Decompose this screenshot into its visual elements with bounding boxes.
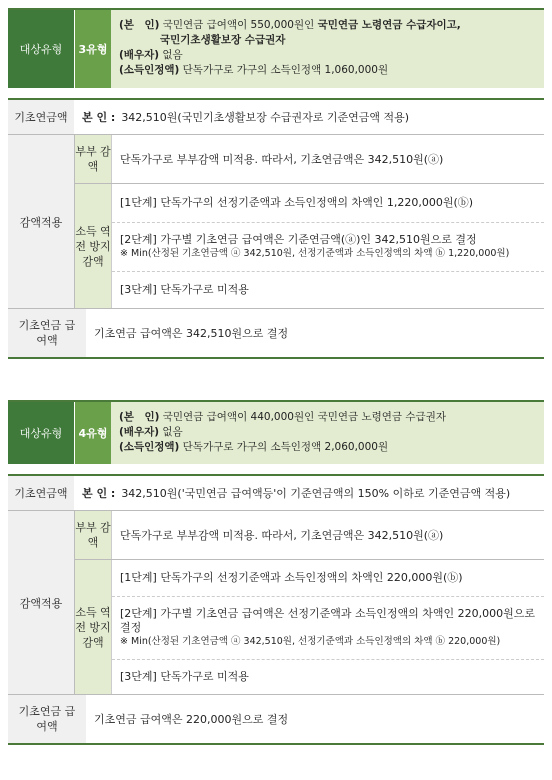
- base-pension-label: 기초연금액: [8, 100, 74, 134]
- couple-reduction-text: 단독가구로 부부감액 미적용. 따라서, 기초연금액은 342,510원(ⓐ): [111, 135, 544, 183]
- desc-line-self: (본 인) 국민연금 급여액이 550,000원인 국민연금 노령연금 수급자이고,: [119, 19, 461, 31]
- base-pension-label: 기초연금액: [8, 476, 74, 510]
- reduction-label: 감액적용: [8, 135, 74, 308]
- couple-reduction-row: [74, 511, 544, 560]
- income-reversal-row: [74, 184, 544, 308]
- couple-reduction-row: [74, 135, 544, 184]
- pension-case-block-3: [8, 8, 544, 359]
- income-reversal-row: [74, 560, 544, 694]
- type-badge: 4유형: [74, 402, 111, 464]
- step-3: [3단계] 단독가구로 미적용: [120, 670, 249, 683]
- step-2: [112, 597, 544, 660]
- base-pension-row: [8, 98, 544, 135]
- income-reversal-label: 소득 역전 방지 감액: [74, 184, 111, 308]
- case-description: [111, 10, 544, 88]
- final-benefit-row: [8, 309, 544, 359]
- type-badge: 3유형: [74, 10, 111, 88]
- step-2: [112, 223, 544, 272]
- base-pension-text: 342,510원(국민기초생활보장 수급권자로 기준연금액 적용): [121, 111, 410, 124]
- pension-case-block-4: [8, 400, 544, 745]
- desc-line-spouse: (배우자) 없음: [119, 426, 183, 438]
- base-self-tag: 본 인 :: [82, 111, 116, 124]
- step-2-note: ※ Min(산정된 기초연금액 ⓐ 342,510원, 선정기준액과 소득인정액의 차액 ⓑ 220,000원): [120, 636, 501, 647]
- target-type-label: 대상유형: [8, 402, 74, 464]
- final-benefit-label: 기초연금 급여액: [8, 695, 86, 743]
- reduction-row: [8, 511, 544, 695]
- final-benefit-text: 기초연금 급여액은 342,510원으로 결정: [94, 327, 289, 340]
- reduction-label: 감액적용: [8, 511, 74, 694]
- case-description: [111, 402, 544, 464]
- step-2-text: [2단계] 가구별 기초연금 급여액은 선정기준액과 소득인정액의 차액인 220,000원으로 결정: [120, 607, 535, 634]
- step-1: [1단계] 단독가구의 선정기준액과 소득인정액의 차액인 1,220,000원(ⓑ): [112, 184, 544, 223]
- step-2-note: ※ Min(산정된 기초연금액 ⓐ 342,510원, 선정기준액과 소득인정액의 차액 ⓑ 1,220,000원): [120, 248, 510, 259]
- base-self-tag: 본 인 :: [82, 487, 116, 500]
- case-header: [8, 400, 544, 464]
- desc-line-spouse: (배우자) 없음: [119, 49, 183, 61]
- step-2-text: [2단계] 가구별 기초연금 급여액은 기준연금액(ⓐ)인 342,510원으로 결정: [120, 233, 477, 246]
- desc-line-income: (소득인정액) 단독가구로 가구의 소득인정액 1,060,000원: [119, 64, 389, 76]
- final-benefit-label: 기초연금 급여액: [8, 309, 86, 357]
- reduction-row: [8, 135, 544, 309]
- step-1: [1단계] 단독가구의 선정기준액과 소득인정액의 차액인 220,000원(ⓑ): [112, 560, 544, 597]
- base-pension-text: 342,510원('국민연금 급여액등'이 기준연금액의 150% 이하로 기준연금액 적용): [121, 487, 511, 500]
- final-benefit-row: [8, 695, 544, 745]
- desc-line-self-cont: 국민기초생활보장 수급권자: [160, 34, 286, 46]
- couple-reduction-text: 단독가구로 부부감액 미적용. 따라서, 기초연금액은 342,510원(ⓐ): [111, 511, 544, 559]
- desc-line-self: (본 인) 국민연금 급여액이 440,000원인 국민연금 노령연금 수급권자: [119, 411, 446, 423]
- income-reversal-label: 소득 역전 방지 감액: [74, 560, 111, 694]
- base-pension-row: [8, 474, 544, 511]
- desc-line-income: (소득인정액) 단독가구로 가구의 소득인정액 2,060,000원: [119, 441, 389, 453]
- couple-reduction-label: 부부 감액: [74, 511, 111, 559]
- case-header: [8, 8, 544, 88]
- step-3: [3단계] 단독가구로 미적용: [120, 283, 249, 296]
- couple-reduction-label: 부부 감액: [74, 135, 111, 183]
- final-benefit-text: 기초연금 급여액은 220,000원으로 결정: [94, 713, 289, 726]
- target-type-label: 대상유형: [8, 10, 74, 88]
